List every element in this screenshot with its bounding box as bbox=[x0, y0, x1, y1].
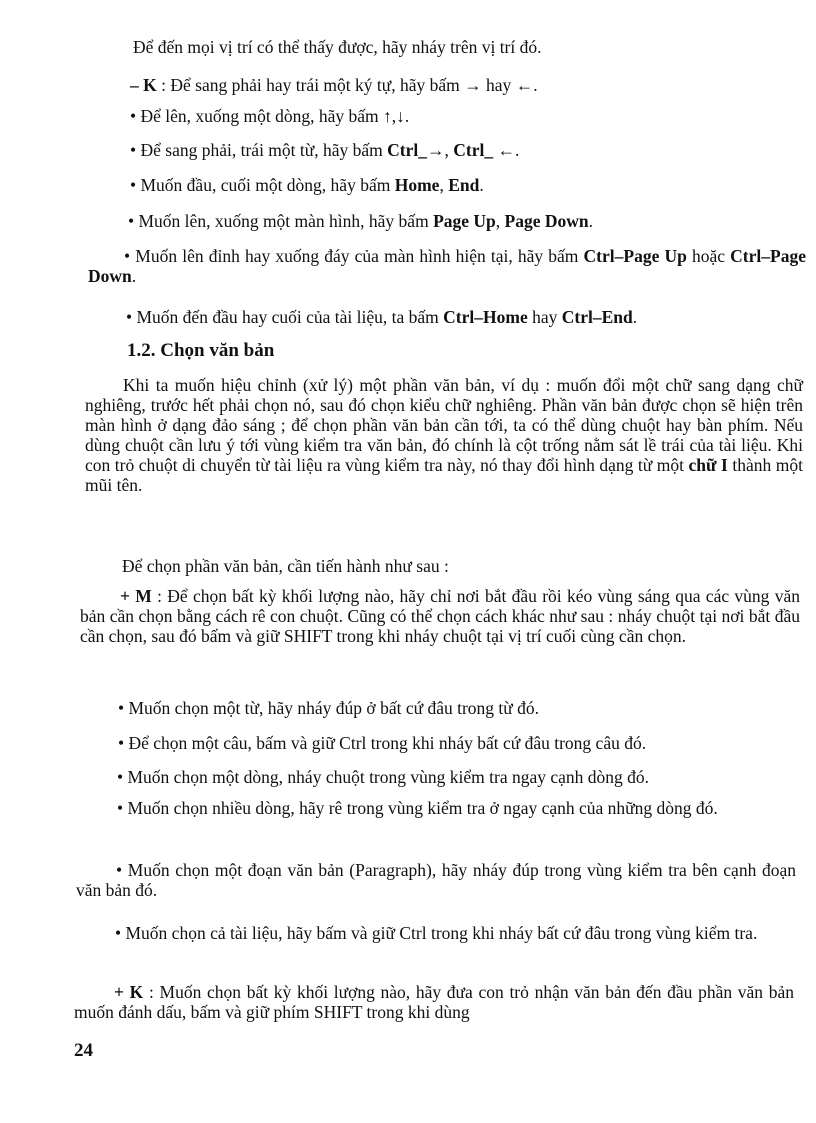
paragraph-line: Để chọn phần văn bản, cần tiến hành như sau : bbox=[122, 556, 449, 576]
bullet-item: • Muốn chọn cả tài liệu, hãy bấm và giữ Ctrl trong khi nháy bất cứ đâu trong vùng kiểm tra. bbox=[115, 923, 758, 943]
bullet-item: • Muốn lên, xuống một màn hình, hãy bấm Page Up, Page Down. bbox=[128, 211, 593, 231]
bullet-item: • Muốn chọn một đoạn văn bản (Paragraph), hãy nháy đúp trong vùng kiểm tra bên cạnh đoạn văn bản đó. bbox=[76, 860, 796, 900]
bullet-item: • Để lên, xuống một dòng, hãy bấm ↑,↓. bbox=[130, 106, 410, 126]
bullet-item: • Muốn lên đỉnh hay xuống đáy của màn hình hiện tại, hãy bấm Ctrl–Page Up hoặc Ctrl–Page Down. bbox=[88, 246, 806, 286]
bullet-item: • Muốn đến đầu hay cuối của tài liệu, ta bấm Ctrl–Home hay Ctrl–End. bbox=[126, 307, 638, 327]
paragraph-line: Để đến mọi vị trí có thể thấy được, hãy nháy trên vị trí đó. bbox=[133, 37, 542, 57]
bullet-item: • Muốn chọn một từ, hãy nháy đúp ở bất cứ đâu trong từ đó. bbox=[118, 698, 539, 718]
bullet-item: • Để chọn một câu, bấm và giữ Ctrl trong khi nháy bất cứ đâu trong câu đó. bbox=[118, 733, 647, 753]
bullet-item: • Để sang phải, trái một từ, hãy bấm Ctrl_→, Ctrl_ ←. bbox=[130, 140, 520, 160]
bullet-item: • Muốn chọn một dòng, nháy chuột trong vùng kiểm tra ngay cạnh dòng đó. bbox=[117, 767, 650, 787]
body-paragraph: + M : Để chọn bất kỳ khối lượng nào, hãy chỉ nơi bắt đầu rồi kéo vùng sáng qua các vùng văn bản cần chọn bằng cách rê con chuột. Cũng có thể chọn cách khác như sau : nháy chuột tại nơi bắt đầu cần chọn, sau đó bấm và giữ SHIFT trong khi nháy chuột tại vị trí cuối cùng cần chọn. bbox=[80, 586, 800, 646]
section-heading: 1.2. Chọn văn bản bbox=[127, 340, 275, 361]
bullet-item: • Muốn chọn nhiều dòng, hãy rê trong vùng kiểm tra ở ngay cạnh của những dòng đó. bbox=[117, 798, 718, 818]
page-number: 24 bbox=[74, 1040, 93, 1061]
paragraph-line: – K : Để sang phải hay trái một ký tự, hãy bấm → hay ←. bbox=[130, 75, 538, 95]
body-paragraph: Khi ta muốn hiệu chỉnh (xử lý) một phần văn bản, ví dụ : muốn đổi một chữ sang dạng chữ nghiêng, trước hết phải chọn nó, sau đó chọn kiểu chữ nghiêng. Phần văn bản được chọn sẽ hiện trên màn hình ở dạng đảo sáng ; để chọn phần văn bản cần tới, ta có thể dùng chuột hay bàn phím. Nếu dùng chuột cần lưu ý tới vùng kiểm tra văn bản, đó chính là cột trống nằm sát lề trái của tài liệu. Khi con trỏ chuột di chuyển từ tài liệu ra vùng kiểm tra này, nó thay đổi hình dạng từ một chữ I thành một mũi tên. bbox=[85, 375, 804, 495]
body-paragraph: + K : Muốn chọn bất kỳ khối lượng nào, hãy đưa con trỏ nhận văn bản đến đầu phần văn bản muốn đánh dấu, bấm và giữ phím SHIFT trong khi dùng bbox=[74, 982, 794, 1022]
bullet-item: • Muốn đầu, cuối một dòng, hãy bấm Home, End. bbox=[130, 175, 484, 195]
